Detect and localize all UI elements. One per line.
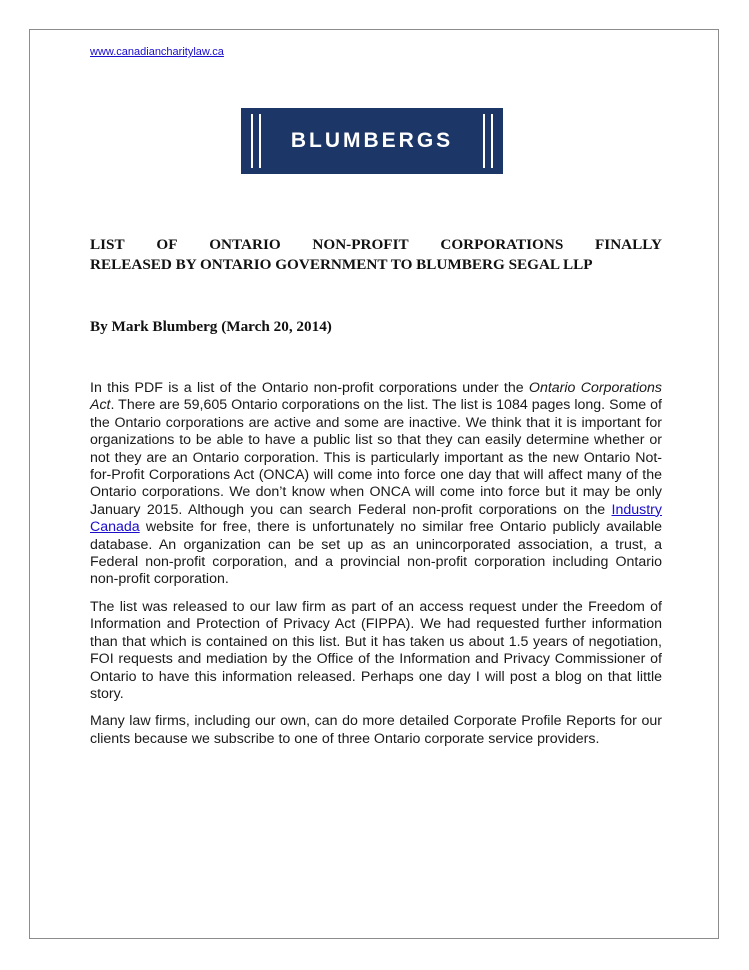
act-name: Ontario Corporations Act — [90, 380, 662, 414]
website-link[interactable]: www.canadiancharitylaw.ca — [90, 46, 224, 58]
title-word: ONTARIO — [209, 236, 281, 253]
title-word: CORPORATIONS — [440, 236, 564, 253]
title-line-1 — [90, 235, 662, 255]
article-body — [90, 380, 662, 758]
title-word: OF — [156, 236, 178, 253]
logo-bar-left-outer — [251, 114, 253, 168]
paragraph-2: The list was released to our law firm as part of an access request under the Freedom of Information and Protection of Privacy Act (FIPPA). We had requested further information than that which is contained on this list. But it has taken us about 1.5 years of negotiation, FOI requests and mediation by the Office of the Information and Privacy Commissioner of Ontario to have this information released. Perhaps one day I will post a blog on that little story. — [90, 598, 662, 702]
document-title — [90, 235, 662, 275]
paragraph-1-part-3: website for free, there is unfortunately no similar free Ontario publicly available database. An organization can be set up as an unincorporated association, a trust, a Federal non-profit corporation, and a provincial non-profit corporation including Ontario non-profit corporation. — [90, 519, 662, 588]
title-word: NON-PROFIT — [312, 236, 409, 253]
logo-bar-left-inner — [259, 114, 261, 168]
paragraph-1-part-2: . There are 59,605 Ontario corporations on the list. The list is 1084 pages long. Some of the Ontario corporations are active and some are inactive. We think that it is important for organizations to be able to have a public list so that they can easily determine whether or not they are an Ontario corporation. This is particularly important as the new Ontario Not-for-Profit Corporations Act (ONCA) will come into force one day that will affect many of the Ontario corporations. We don’t know when ONCA will come into force but it may be only January 2015. Although you can search Federal non-profit corporations on the — [90, 397, 662, 518]
byline: By Mark Blumberg (March 20, 2014) — [90, 318, 332, 335]
title-word: FINALLY — [595, 236, 662, 253]
paragraph-1 — [90, 380, 662, 589]
paragraph-1-part-1: In this PDF is a list of the Ontario non-profit corporations under the — [90, 380, 529, 396]
title-line-2: RELEASED BY ONTARIO GOVERNMENT TO BLUMBERG SEGAL LLP — [90, 256, 593, 273]
industry-canada-link[interactable]: Industry Canada — [90, 501, 662, 536]
logo-bar-right-inner — [483, 114, 485, 168]
title-word: LIST — [90, 236, 125, 253]
paragraph-3: Many law firms, including our own, can do more detailed Corporate Profile Reports for our clients because we subscribe to one of three Ontario corporate service providers. — [90, 713, 662, 747]
logo-bar-right-outer — [491, 114, 493, 168]
logo-text: BLUMBERGS — [290, 129, 454, 152]
blumbergs-logo — [241, 108, 503, 174]
document-page — [29, 29, 719, 939]
